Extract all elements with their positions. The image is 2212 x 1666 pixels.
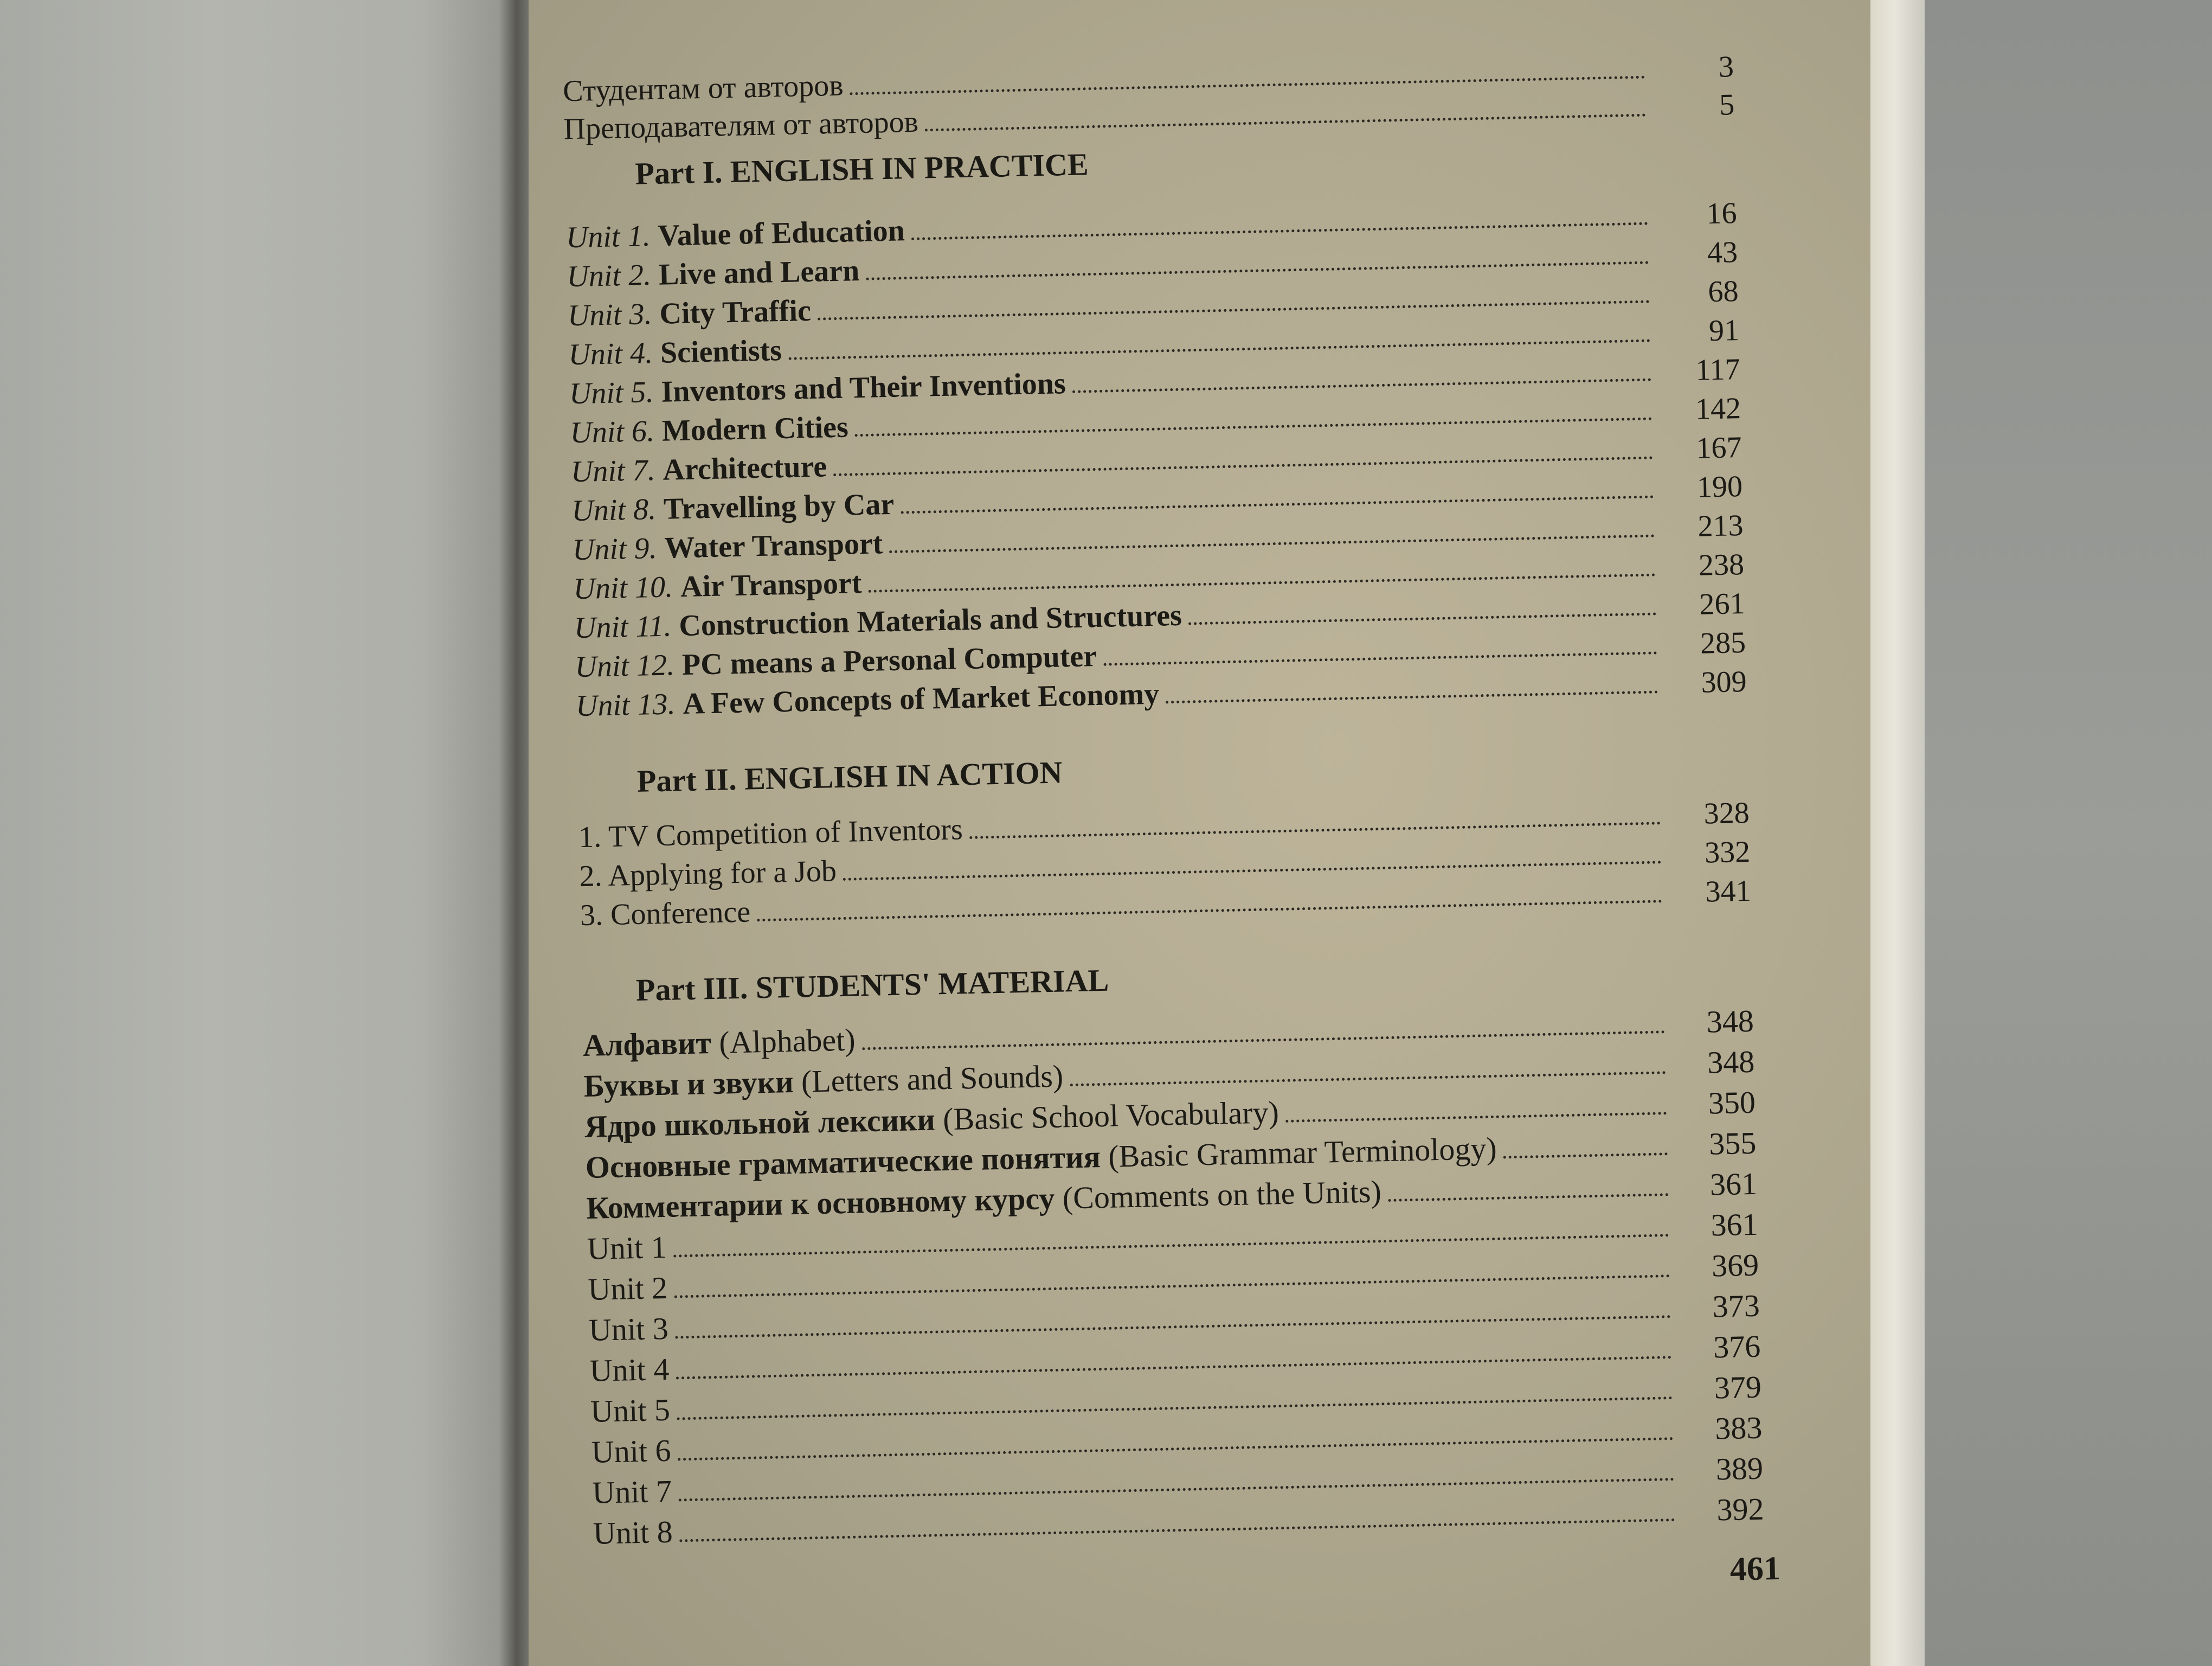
entry-title-en: (Letters and Sounds) [801, 1058, 1064, 1099]
entry-page: 373 [1712, 1287, 1760, 1324]
entry-title-ru: Буквы и звуки [583, 1063, 794, 1104]
entry-page: 43 [1707, 235, 1738, 270]
unit-number: Unit 8. [571, 492, 657, 528]
right-page [529, 0, 1870, 1666]
part1-heading: Part I. ENGLISH IN PRACTICE [634, 146, 1089, 191]
dot-leader [757, 900, 1662, 921]
entry-page: 5 [1719, 88, 1735, 122]
entry-page: 350 [1708, 1084, 1756, 1121]
unit-title: Modern Cities [661, 410, 849, 448]
entry-page: 309 [1700, 664, 1747, 700]
entry-page: 361 [1710, 1206, 1759, 1243]
entry-label [568, 331, 782, 374]
entry-label: 3. Conference [580, 895, 751, 933]
unit-title: Scientists [660, 334, 782, 370]
entry-label: Unit 8 [593, 1514, 673, 1551]
entry-page: 16 [1706, 196, 1738, 231]
entry-page: 68 [1707, 274, 1739, 309]
entry-label [582, 1021, 856, 1065]
entry-page: 369 [1711, 1247, 1759, 1284]
entry-title-en: (Alphabet) [718, 1022, 856, 1060]
left-page [0, 0, 529, 1666]
entry-page: 332 [1704, 835, 1751, 870]
dot-leader [1188, 612, 1656, 625]
entry-label [567, 252, 860, 296]
entry-label: Преподавателям от авторов [563, 105, 919, 146]
page-number: 461 [1729, 1550, 1781, 1588]
entry-page: 341 [1705, 874, 1752, 909]
dot-leader [1503, 1152, 1668, 1158]
entry-page: 355 [1708, 1125, 1757, 1162]
unit-title: Air Transport [680, 566, 863, 604]
unit-number: Unit 12. [574, 648, 675, 684]
dot-leader [1072, 378, 1651, 393]
entry-page: 285 [1700, 625, 1746, 661]
entry-page: 91 [1708, 313, 1740, 348]
entry-page: 383 [1714, 1409, 1763, 1446]
entry-page: 117 [1695, 353, 1741, 387]
entry-page: 389 [1715, 1450, 1764, 1487]
entry-label: Unit 7 [591, 1473, 672, 1510]
dot-leader [969, 822, 1661, 839]
unit-title: A Few Concepts of Market Economy [682, 677, 1160, 721]
entry-label: Unit 2 [587, 1270, 668, 1307]
entry-label: Unit 6 [591, 1432, 672, 1470]
entry-label: Студентам от авторов [562, 68, 844, 108]
entry-label: 2. Applying for a Job [578, 854, 837, 894]
unit-number: Unit 9. [572, 531, 658, 567]
entry-title-ru: Алфавит [582, 1025, 712, 1063]
unit-number: Unit 13. [575, 687, 676, 723]
entry-page: 238 [1698, 547, 1745, 582]
entry-page: 261 [1699, 586, 1746, 621]
dot-leader [925, 114, 1645, 132]
entry-title-ru: Основные грамматические понятия [585, 1139, 1101, 1185]
entry-label [572, 524, 883, 569]
dot-leader [679, 1518, 1675, 1542]
part2-heading: Part II. ENGLISH IN ACTION [636, 754, 1063, 799]
unit-title: Value of Education [657, 214, 905, 253]
dot-leader [1070, 1071, 1666, 1086]
entry-title-en: (Comments on the Units) [1062, 1174, 1382, 1216]
entry-title-ru: Комментарии к основному курсу [586, 1180, 1056, 1226]
unit-number: Unit 5. [569, 375, 654, 411]
unit-number: Unit 3. [567, 297, 653, 333]
entry-page: 376 [1713, 1328, 1761, 1365]
table-of-contents [561, 0, 1810, 1666]
entry-label: Unit 5 [590, 1392, 671, 1429]
unit-number: Unit 1. [565, 219, 651, 255]
entry-label [571, 485, 895, 530]
unit-title: Live and Learn [658, 254, 860, 292]
unit-number: Unit 7. [570, 453, 656, 489]
unit-number: Unit 4. [568, 336, 653, 372]
part3-heading: Part III. STUDENTS' MATERIAL [635, 962, 1109, 1008]
dot-leader [1388, 1193, 1668, 1202]
unit-number: Unit 2. [566, 258, 652, 294]
entry-page: 142 [1695, 392, 1741, 426]
dot-leader [1285, 1112, 1667, 1123]
entry-page: 3 [1718, 50, 1734, 84]
entry-page: 213 [1697, 509, 1744, 543]
entry-title-en: (Basic Grammar Terminology) [1108, 1130, 1497, 1174]
dot-leader [1103, 651, 1657, 665]
entry-page: 361 [1709, 1165, 1758, 1202]
unit-title: Water Transport [664, 527, 883, 565]
entry-page: 167 [1695, 431, 1742, 465]
entry-title-en: (Basic School Vocabulary) [942, 1094, 1279, 1137]
unit-title: Travelling by Car [663, 487, 895, 526]
unit-title: PC means a Personal Computer [681, 639, 1097, 682]
entry-label [570, 447, 827, 491]
unit-number: Unit 11. [574, 609, 672, 645]
entry-title-ru: Ядро школьной лексики [584, 1101, 936, 1144]
table-surface [1925, 0, 2212, 1666]
entry-page: 348 [1707, 1043, 1755, 1080]
entry-label [570, 408, 849, 452]
entry-label [567, 292, 811, 335]
unit-title: City Traffic [659, 293, 812, 331]
entry-label: Unit 3 [588, 1310, 669, 1348]
unit-title: Construction Materials and Structures [678, 598, 1182, 643]
entry-label: 1. TV Competition of Inventors [578, 812, 963, 855]
book-gutter [499, 0, 531, 1666]
unit-title: Architecture [662, 450, 827, 487]
dot-leader [1166, 690, 1658, 703]
entry-label [573, 564, 862, 608]
page-edge [1865, 0, 1925, 1666]
entry-page: 328 [1703, 796, 1750, 831]
unit-number: Unit 10. [573, 570, 673, 606]
entry-page: 392 [1716, 1491, 1765, 1528]
entry-label: Unit 1 [587, 1229, 667, 1266]
entry-page: 379 [1714, 1369, 1762, 1406]
unit-title: Inventors and Their Inventions [660, 367, 1066, 409]
entry-label [583, 1058, 1064, 1106]
entry-page: 348 [1706, 1003, 1754, 1040]
entry-label [565, 212, 905, 257]
unit-number: Unit 6. [569, 414, 655, 450]
entry-label: Unit 4 [589, 1351, 670, 1388]
entry-page: 190 [1696, 470, 1743, 504]
